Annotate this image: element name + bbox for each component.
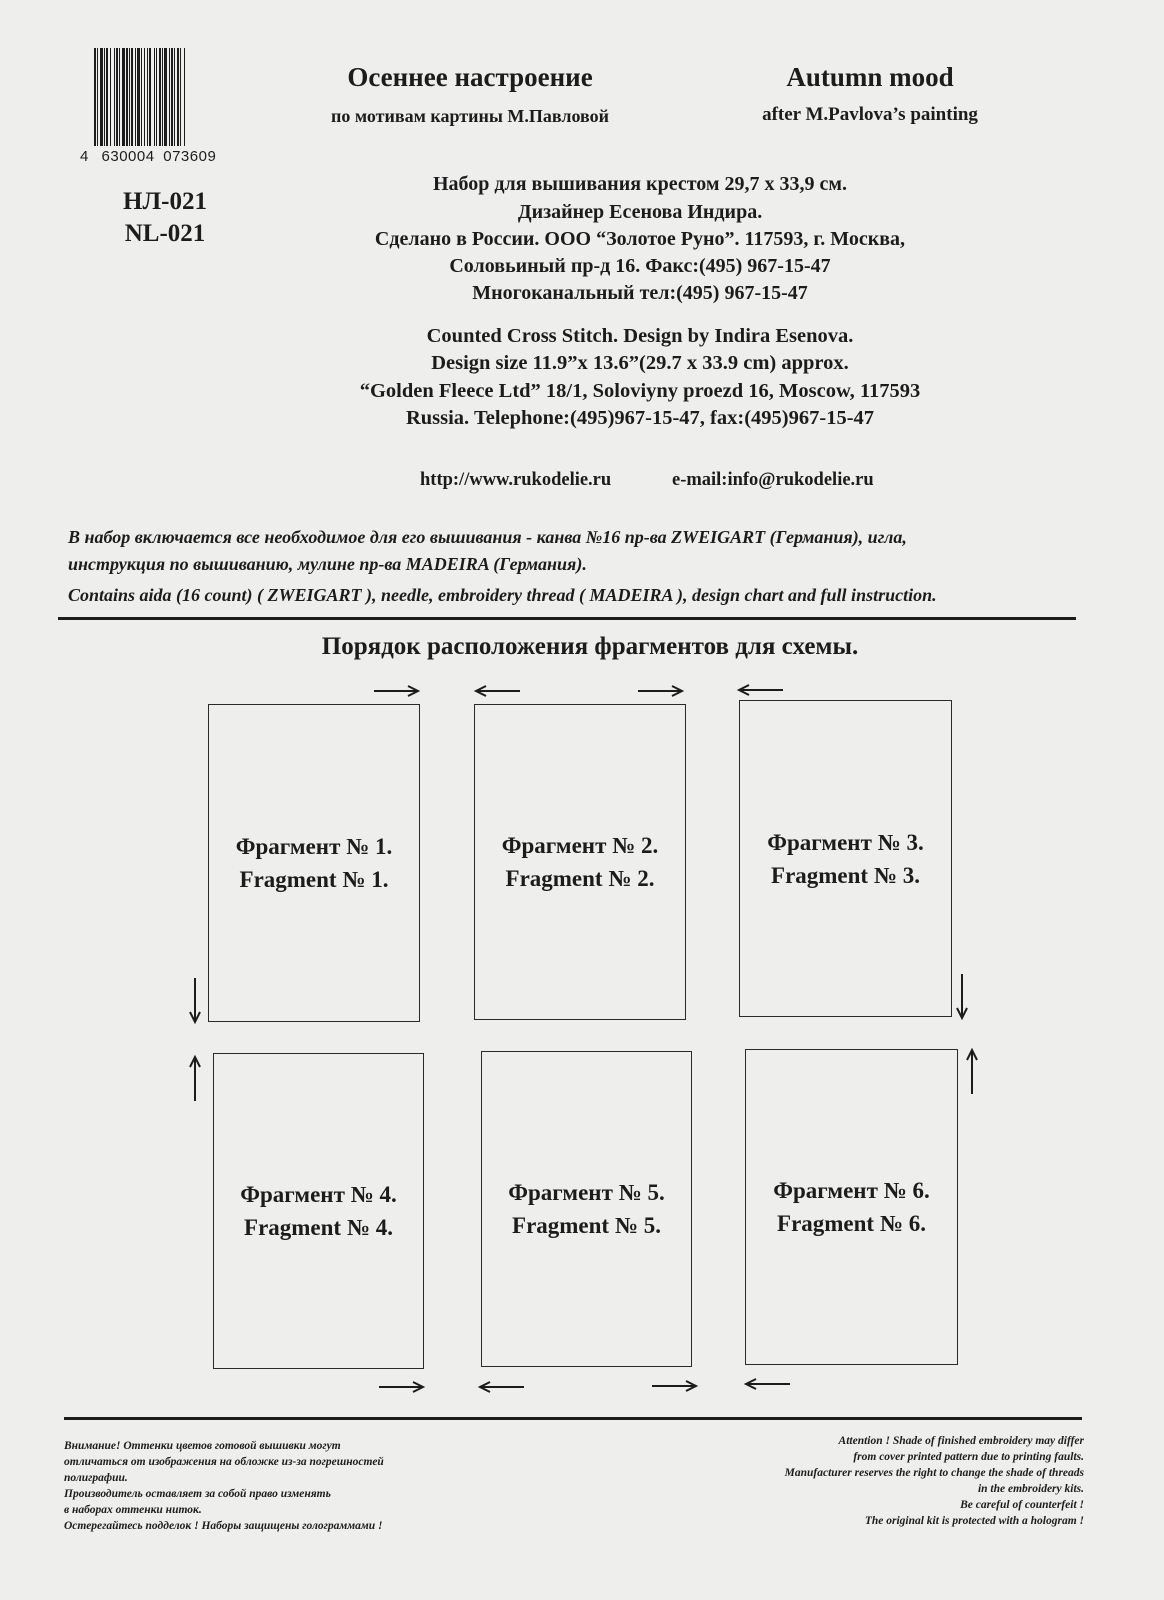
footer-ru-line: полиграфии. [64, 1472, 128, 1484]
fragment-label-en: Fragment № 4. [244, 1215, 393, 1240]
fragment-box-4 [213, 1053, 424, 1369]
barcode-digits-group1: 630004 [101, 148, 155, 165]
fragment-label-ru: Фрагмент № 4. [240, 1182, 397, 1207]
info-ru-line: Набор для вышивания крестом 29,7 х 33,9 см. [432, 173, 847, 195]
fragment-box-5 [481, 1051, 692, 1367]
barcode-bar [116, 48, 118, 146]
info-en-line: Russia. Telephone:(495)967-15-47, fax:(495)967-15-47 [405, 407, 875, 429]
barcode-bar [159, 48, 161, 146]
email-link[interactable]: e-mail:info@rukodelie.ru [672, 470, 874, 490]
contents-en: Contains aida (16 count) ( ZWEIGART ), needle, embroidery thread ( MADEIRA ), design chart and full instruction. [68, 585, 937, 605]
barcode-bar [100, 48, 103, 146]
arrow-right-icon [650, 1378, 700, 1394]
fragment-box-6 [745, 1049, 958, 1365]
barcode-bar [97, 48, 98, 146]
website-link[interactable]: http://www.rukodelie.ru [420, 470, 612, 490]
barcode-bar [149, 48, 151, 146]
barcode-bar [184, 48, 185, 146]
info-en-line: “Golden Fleece Ltd” 18/1, Soloviyny proezd 16, Moscow, 117593 [359, 380, 921, 402]
barcode-bar [156, 48, 157, 146]
fragment-label-ru: Фрагмент № 3. [767, 829, 924, 855]
barcode-bar [129, 48, 130, 146]
barcode-bar [147, 48, 148, 146]
info-ru-line: Дизайнер Есенова Индира. [517, 201, 763, 223]
footer-warning-ru [64, 1438, 464, 1534]
barcode-bar [177, 48, 179, 146]
arrow-down-icon [187, 976, 203, 1026]
arrow-left-icon [476, 1379, 526, 1395]
fragment-label-en: Fragment № 2. [505, 866, 655, 891]
barcode-bar [122, 48, 125, 146]
subtitle-en: after M.Pavlova’s painting [762, 104, 978, 125]
barcode-bar [162, 48, 163, 146]
barcode-bar [110, 48, 111, 146]
barcode-bar [119, 48, 120, 146]
barcode-digits-group2: 073609 [163, 148, 217, 165]
arrow-up-icon [964, 1046, 980, 1096]
barcode-bar [126, 48, 128, 146]
barcode-bar [171, 48, 173, 146]
info-ru-line: Соловьиный пр-д 16. Факс:(495) 967-15-47 [449, 255, 831, 277]
fragment-label-ru: Фрагмент № 1. [235, 834, 393, 859]
arrow-right-icon [372, 683, 422, 699]
arrow-right-icon [636, 683, 686, 699]
fragment-label-ru: Фрагмент № 2. [501, 833, 659, 858]
arrow-right-icon [377, 1379, 427, 1395]
divider-bottom [64, 1417, 1082, 1420]
subtitle-ru: по мотивам картины М.Павловой [331, 106, 609, 126]
footer-en-line: from cover printed pattern due to printing faults. [853, 1451, 1084, 1463]
arrow-left-icon [735, 682, 785, 698]
barcode-bar [137, 48, 140, 146]
arrow-left-icon [472, 683, 522, 699]
footer-en-line: Be careful of counterfeit ! [960, 1499, 1084, 1511]
contents-ru-line1: В набор включается все необходимое для его вышивания - канва №16 пр-ва ZWEIGART (Германия), игла, [68, 527, 907, 547]
fragment-label-en: Fragment № 1. [239, 867, 389, 892]
barcode-bar [144, 48, 145, 146]
barcode-bar [141, 48, 142, 146]
arrow-down-icon [954, 972, 970, 1022]
fragment-label-ru: Фрагмент № 6. [773, 1178, 930, 1203]
fragment-label-en: Fragment № 5. [512, 1213, 661, 1238]
barcode [92, 48, 232, 146]
fragment-box-2 [474, 704, 686, 1020]
fragment-label-ru: Фрагмент № 5. [508, 1180, 665, 1205]
barcode-bar [164, 48, 167, 146]
title-ru: Осеннее настроение [347, 62, 593, 92]
footer-ru-line: отличаться от изображения на обложке из-за погрешностей [64, 1456, 384, 1468]
footer-ru-line: в наборах оттенки ниток. [64, 1504, 202, 1516]
barcode-bar [131, 48, 133, 146]
barcode-bar [104, 48, 105, 146]
barcode-bar [180, 48, 181, 146]
barcode-digit-first: 4 [80, 148, 89, 165]
article-code-en: NL-021 [124, 220, 206, 247]
divider-top [58, 617, 1076, 620]
footer-ru-line: Производитель оставляет за собой право изменять [64, 1488, 331, 1500]
contents-ru-line2: инструкция по вышиванию, мулине пр-ва MADEIRA (Германия). [68, 554, 587, 574]
article-code-ru: НЛ-021 [123, 188, 207, 215]
arrow-left-icon [742, 1376, 792, 1392]
footer-ru-line: Внимание! Оттенки цветов готовой вышивки могут [64, 1440, 341, 1452]
footer-en-line: The original kit is protected with a hologram ! [864, 1515, 1084, 1527]
layout-section-title: Порядок расположения фрагментов для схемы. [321, 633, 859, 660]
barcode-bar [135, 48, 136, 146]
arrow-up-icon [187, 1053, 203, 1103]
barcode-bar [114, 48, 115, 146]
info-en-line: Counted Cross Stitch. Design by Indira Esenova. [426, 325, 854, 347]
barcode-bar [94, 48, 96, 146]
fragment-box-3 [739, 700, 952, 1017]
barcode-bar [169, 48, 170, 146]
footer-en-line: Attention ! Shade of finished embroidery may differ [838, 1435, 1084, 1447]
footer-ru-line: Остерегайтесь подделок ! Наборы защищены голограммами ! [64, 1520, 383, 1532]
barcode-bar [154, 48, 155, 146]
barcode-bar [174, 48, 175, 146]
info-en-line: Design size 11.9”x 13.6”(29.7 x 33.9 cm) approx. [431, 352, 849, 374]
fragment-label-en: Fragment № 3. [771, 862, 920, 888]
footer-en-line: in the embroidery kits. [977, 1483, 1084, 1495]
footer-en-line: Manufacturer reserves the right to change the shade of threads [784, 1467, 1084, 1479]
fragment-label-en: Fragment № 6. [777, 1211, 926, 1236]
barcode-bar [106, 48, 108, 146]
info-ru-line: Сделано в России. ООО “Золотое Руно”. 117593, г. Москва, [374, 228, 906, 250]
footer-warning-en [700, 1433, 1084, 1529]
barcode-digits [80, 148, 240, 165]
fragment-box-1 [208, 704, 420, 1022]
info-ru-line: Многоканальный тел:(495) 967-15-47 [472, 282, 808, 304]
title-en: Autumn mood [786, 62, 954, 92]
